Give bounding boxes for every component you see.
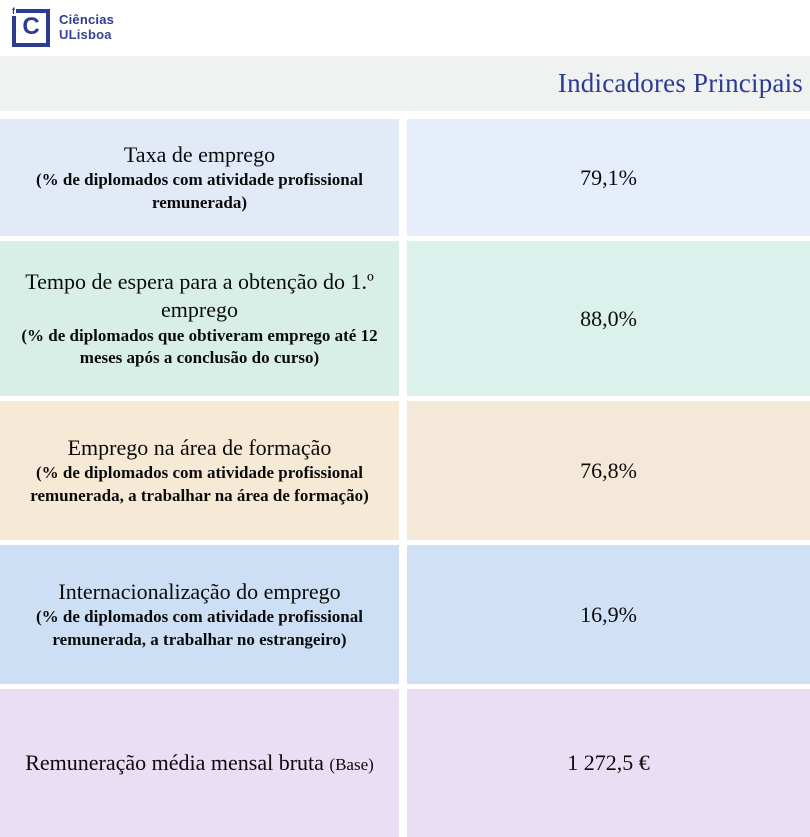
indicator-value: 79,1% (580, 164, 637, 190)
indicator-value-taxa-de-emprego (407, 119, 810, 236)
indicator-label-remuneracao (0, 689, 399, 837)
logo-letter: C (22, 13, 40, 40)
indicator-label-emprego-na-area (0, 401, 399, 540)
indicator-title-text: Remuneração média mensal bruta (25, 749, 324, 775)
indicator-value-tempo-de-espera (407, 241, 810, 396)
ciencias-ulisboa-logo (12, 6, 115, 47)
indicator-value-remuneracao (407, 689, 810, 837)
indicator-value-internacionalizacao (407, 545, 810, 684)
logo-name-line2: ULisboa (59, 27, 112, 42)
indicator-value: 76,8% (580, 457, 637, 483)
indicator-subtitle: (% de diplomados que obtiveram emprego até 12 meses após a conclusão do curso) (21, 325, 378, 367)
indicators-table (0, 119, 810, 837)
indicator-title: Taxa de emprego (123, 142, 276, 168)
indicator-value-emprego-na-area (407, 401, 810, 540)
indicator-label-taxa-de-emprego (0, 119, 399, 236)
indicator-title: Tempo de espera para a obtenção do 1.º emprego (25, 269, 374, 323)
indicator-label-internacionalizacao (0, 545, 399, 684)
logo-c-square-icon (12, 6, 50, 47)
indicator-value: 1 272,5 € (567, 750, 650, 775)
logo-wordmark (59, 13, 114, 43)
indicator-subtitle: (% de diplomados com atividade profissional remunerada, a trabalhar no estrangeiro) (36, 607, 363, 649)
indicator-value: 16,9% (580, 601, 637, 627)
indicator-label-tempo-de-espera (0, 241, 399, 396)
indicator-title (25, 749, 374, 777)
indicator-title-suffix: (Base) (329, 754, 374, 774)
indicator-title: Internacionalização do emprego (58, 579, 341, 605)
page-title: Indicadores Principais (557, 68, 803, 98)
logo-name-line1: Ciências (59, 12, 115, 28)
indicator-title: Emprego na área de formação (67, 435, 332, 461)
section-header (0, 56, 810, 111)
indicator-subtitle: (% de diplomados com atividade profissional remunerada, a trabalhar na área de formação) (30, 463, 369, 505)
indicator-value: 88,0% (580, 305, 637, 331)
logo-f-mark: f (12, 6, 15, 16)
indicator-subtitle: (% de diplomados com atividade profissional remunerada) (36, 170, 363, 212)
top-bar (0, 0, 810, 56)
